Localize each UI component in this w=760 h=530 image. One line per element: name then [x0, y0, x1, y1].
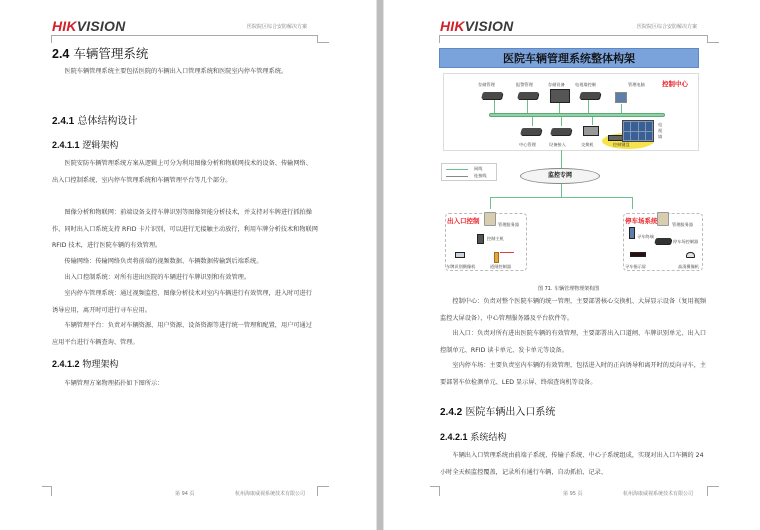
link-line [532, 117, 533, 126]
entrance-control-label: 出入口控制 [447, 217, 480, 225]
device-label: 存储管理 [478, 82, 495, 87]
physical-intro: 车辆管理方案物理拓扑如下图所示： [64, 380, 164, 387]
entrance-server-icon [484, 212, 496, 226]
section-heading-2-4-2: 2.4.2 医院车辆出入口系统 [440, 407, 556, 418]
legend-network-label: 网线 [474, 166, 483, 171]
diagram-legend [441, 163, 497, 181]
device-label: 寻车指示屏 [625, 264, 646, 269]
entrance-controller-icon [477, 234, 484, 244]
body-paragraph: 出入口：负责对所有进出医院车辆的有效管理，主要部署出入口道闸、车牌识别单元、出入口控制单元、RFID 读卡单元、发卡单元等设备。 [440, 330, 707, 354]
device-label: 控制键盘 [613, 142, 630, 147]
logo-hik: HIK [52, 18, 77, 34]
link-line [561, 117, 562, 126]
tv-wall-controller-icon [579, 92, 601, 99]
device-label: 寻车终端 [637, 234, 654, 239]
storage-device-icon [550, 89, 570, 103]
device-label: 道闸控制器 [490, 264, 511, 269]
crop-mark [707, 35, 719, 43]
logo-vision: VISION [464, 18, 514, 34]
crop-mark [42, 486, 52, 496]
document-page-left [0, 0, 376, 530]
legend-connection-swatch [446, 176, 468, 177]
storage-manager-device-icon [481, 92, 503, 99]
device-label: 管理服务器 [498, 222, 519, 227]
body-paragraph: 室内停车场：主要负责室内车辆的有效管理，包括进入时的正向诱导和离开时的反向寻车，主要部署车位检测单元、LED 显示屏、终端查询机等设备。 [440, 362, 707, 386]
management-pc-icon [615, 92, 627, 103]
logo-hik: HIK [440, 18, 465, 34]
structure-paragraph: 车辆出入口管理系统由前端子系统、传输子系统、中心子系统组成，实现对出入口车辆的 24 小时全天候监控覆盖，记录所有通行车辆，自动抓拍、记录、 [440, 452, 704, 476]
tv-wall-icon [622, 120, 654, 142]
crop-mark [707, 486, 719, 496]
center-management-device-icon [520, 128, 542, 135]
device-label: 报警管理 [516, 82, 533, 87]
logo-vision: VISION [76, 18, 126, 34]
control-center-label: 控制中心 [662, 80, 688, 88]
footer-company: 杭州海康威视系统技术有限公司 [235, 491, 306, 497]
section-heading-2-4: 2.4 车辆管理系统 [52, 46, 149, 61]
crop-mark [430, 486, 440, 496]
footer-page-number: 第 95 页 [563, 491, 583, 497]
link-line [559, 103, 560, 113]
header-rule [52, 35, 317, 36]
device-label: 高清摄像机 [678, 264, 699, 269]
footer-company: 杭州海康威视系统技术有限公司 [623, 491, 694, 497]
link-line [527, 100, 528, 113]
logic-paragraph: 图像分析和物联网：前端设备支持车牌识别等图像智能分析技术，并支持对车牌进行抓拍操作，同时出入口系统支持 RFID 卡片识别，可以进行无接触主动放行，利用车牌分析技术和物联网 RFID 技术，进行医院车辆的有效管理。 [52, 209, 318, 249]
legend-connection-label: 连接线 [474, 173, 487, 178]
branch-line [490, 197, 491, 209]
link-line [621, 104, 622, 113]
plate-camera-icon [455, 252, 465, 258]
logic-paragraph: 车辆管理平台：负责对车辆资源、用户资源、设备资源等进行统一管理和配置，用户可通过应用平台进行车辆查询、管理。 [52, 322, 312, 346]
barrier-gate-icon [494, 252, 499, 263]
section-heading-2-4-1-1: 2.4.1.1 逻辑架构 [52, 140, 119, 151]
body-paragraph: 控制中心：负责对整个医院车辆的统一管理，主要部署核心交换机、大屏显示设备（复用视频监控大屏设备）、中心管理服务器及平台软件等。 [440, 298, 707, 322]
link-line [588, 100, 589, 113]
link-line [592, 117, 593, 125]
page-separator [376, 0, 384, 530]
barrier-arm [500, 252, 514, 253]
switch-icon [583, 126, 599, 136]
logic-paragraph: 出入口控制系统：对所有进出医院的车辆进行车牌识别和有效管理。 [64, 274, 251, 281]
guidance-display-icon [630, 252, 646, 257]
device-access-icon [550, 128, 572, 135]
figure-caption: 图 71. 车辆管理物理架构图 [538, 286, 600, 292]
crop-mark [430, 35, 440, 43]
car-finder-terminal-icon [629, 227, 635, 239]
device-label: 交换机 [581, 142, 594, 147]
parking-controller-icon [654, 238, 672, 244]
crop-mark [317, 486, 329, 496]
device-label: 管理电脑 [628, 82, 645, 87]
parking-system-label: 停车场系统 [625, 217, 658, 225]
device-label: 中心管理 [519, 142, 536, 147]
device-label: 存储设备 [548, 82, 565, 87]
device-label: 电视墙控制 [575, 82, 596, 87]
device-label: 停车场控制器 [673, 239, 699, 244]
monitoring-network-cloud: 监控专网 [520, 168, 600, 184]
header-doc-title: 医院院区综合安防解决方案 [637, 24, 698, 30]
device-label: 控制主机 [487, 236, 504, 241]
tv-wall-label: 电视墙 [658, 122, 663, 139]
footer-page-number: 第 94 页 [175, 491, 195, 497]
hikvision-logo [52, 18, 125, 34]
logic-paragraph: 医院安防车辆管理系统方案从逻辑上可分为利用图像分析和物联网技术的设备、传输网络、出入口控制系统、室内停车管理系统和车辆管理平台等几个部分。 [52, 160, 312, 184]
section-heading-2-4-1-2: 2.4.1.2 物理架构 [52, 359, 119, 370]
legend-network-swatch [446, 169, 468, 170]
diagram-title: 医院车辆管理系统整体构架 [439, 48, 699, 68]
device-label: 管理服务器 [672, 222, 693, 227]
header-rule [440, 35, 708, 36]
parking-server-icon [657, 212, 669, 226]
device-label: 车牌识别摄像机 [446, 264, 476, 269]
crop-mark [317, 35, 329, 43]
logic-paragraph: 室内停车管理系统：通过视频监控、图像分析技术对室内车辆进行有效管理，进入时可进行诱导应用，离开时可进行寻车应用。 [52, 290, 312, 314]
section-heading-2-4-1: 2.4.1 总体结构设计 [52, 116, 138, 127]
link-line [494, 100, 495, 113]
device-label: 设备接入 [549, 142, 566, 147]
section-heading-2-4-2-1: 2.4.2.1 系统结构 [440, 432, 507, 443]
alarm-manager-device-icon [517, 92, 539, 99]
dome-camera-icon [686, 252, 695, 258]
intro-paragraph: 医院车辆管理系统主要包括医院的车辆出入口管理系统和医院室内停车管理系统。 [64, 68, 288, 75]
hikvision-logo [440, 18, 513, 34]
header-doc-title: 医院院区综合安防解决方案 [247, 24, 308, 30]
branch-line [632, 197, 633, 209]
crop-mark [42, 35, 52, 43]
branch-line [490, 197, 633, 198]
logic-paragraph: 传输网络：传输网络负责将前端的视频数据、车辆数据传输到后端系统。 [64, 258, 263, 265]
network-bus [489, 113, 665, 117]
